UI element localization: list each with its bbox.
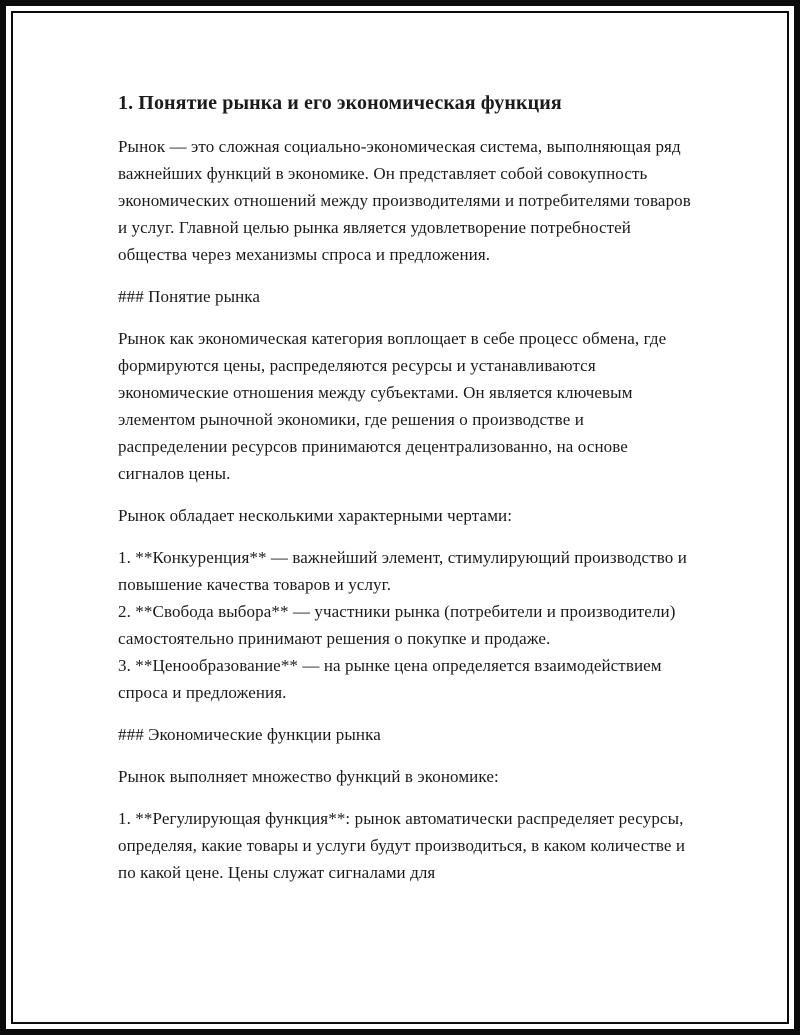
paragraph-regulating-function: 1. **Регулирующая функция**: рынок автоматически распределяет ресурсы, определяя, какие товары и услуги будут производиться, в каком количестве и по какой цене. Цены служат сигналами для	[118, 809, 686, 882]
section-heading-market-concept: ### Понятие рынка	[118, 287, 261, 306]
page-title: 1. Понятие рынка и его экономическая функция	[118, 92, 562, 114]
list-item-pricing: 3. **Ценообразование** — на рынке цена определяется взаимодействием спроса и предложения.	[118, 656, 662, 702]
paragraph-intro: Рынок — это сложная социально-экономическая система, выполняющая ряд важнейших функций в экономике. Он представляет собой совокупность экономических отношений между производителями и потребителями товаров и услуг. Главной целью рынка является удовлетворение потребностей общества через механизмы спроса и предложения.	[118, 137, 691, 264]
paragraph-functions-lead: Рынок выполняет множество функций в экономике:	[118, 767, 499, 786]
paragraph-market-concept: Рынок как экономическая категория воплощает в себе процесс обмена, где формируются цены, распределяются ресурсы и устанавливаются экономические отношения между субъектами. Он является ключевым элементом рыночной экономики, где решения о производстве и распределении ресурсов принимаются децентрализованно, на основе сигналов цены.	[118, 329, 667, 483]
list-item-freedom-of-choice: 2. **Свобода выбора** — участники рынка (потребители и производители) самостоятельно принимают решения о покупке и продаже.	[118, 602, 676, 648]
list-item-competition: 1. **Конкуренция** — важнейший элемент, стимулирующий производство и повышение качества товаров и услуг.	[118, 548, 687, 594]
paragraph-features-lead: Рынок обладает несколькими характерными чертами:	[118, 506, 513, 525]
document-content	[118, 90, 692, 901]
section-heading-economic-functions: ### Экономические функции рынка	[118, 725, 381, 744]
features-list	[118, 544, 692, 706]
